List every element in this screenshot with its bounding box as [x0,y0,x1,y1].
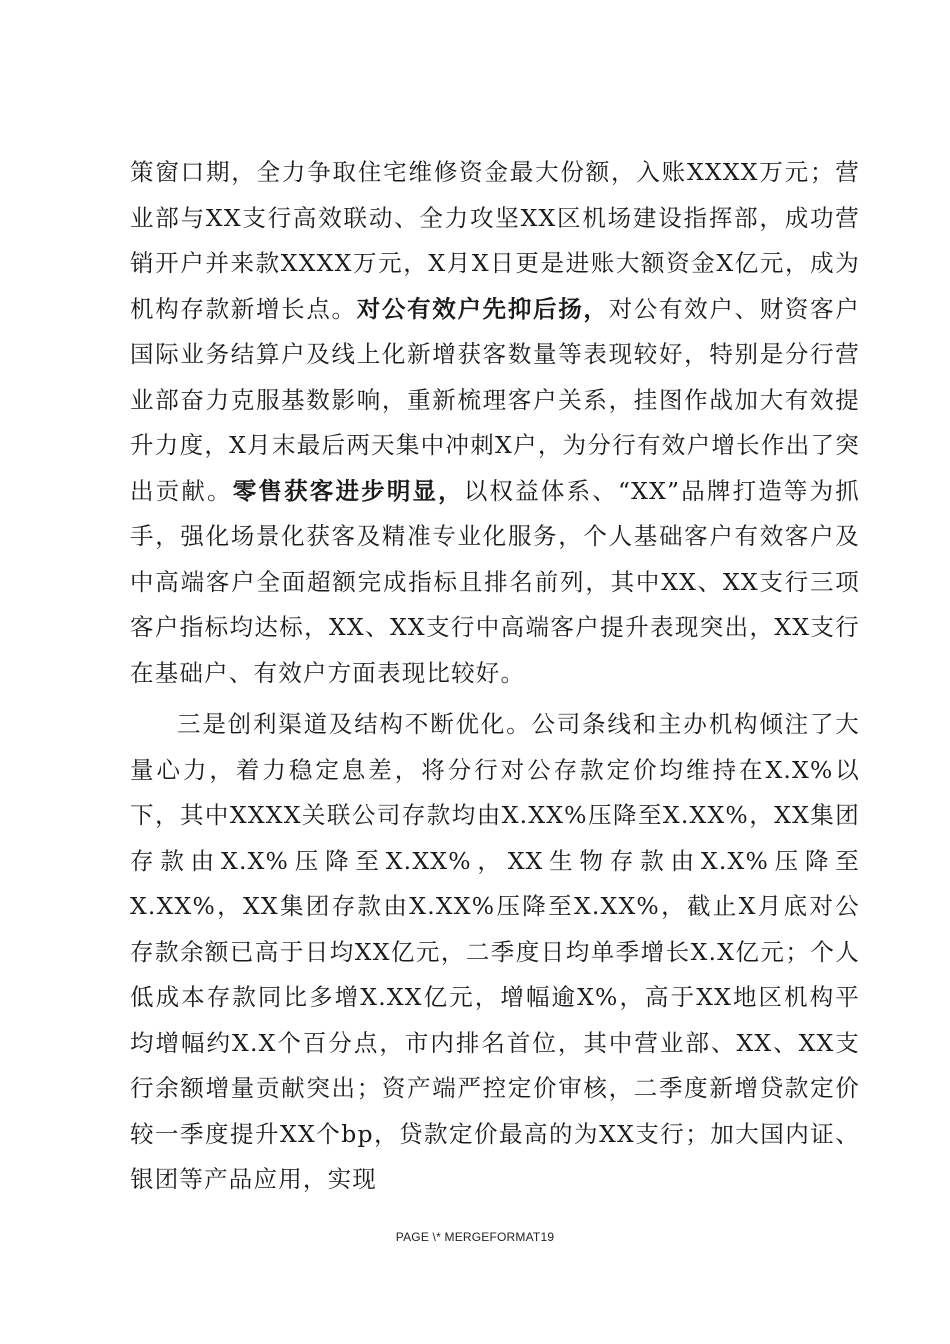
paragraph-text-segment: 策窗口期，全力争取住宅维修资金最大份额，入账XXXX万元；营业部与XX支行高效联动、全力攻坚XX区机场建设指挥部，成功营销开户并来款XXXX万元，X月X日更是进账大额资金X亿元，成为机构存款新增长点。 [130,158,860,323]
paragraph-text-segment: 对公有效户、财资客户国际业务结算户及线上化新增获客数量等表现较好，特别是分行营业部奋力克服基数影响，重新梳理客户关系，挂图作战加大有效提升力度，X月末最后两天集中冲刺X户，为分行有效户增长作出了突出贡献。 [130,294,860,505]
bold-heading-retail-acquisition: 零售获客进步明显， [232,476,464,505]
page-footer-field-code: PAGE \* MERGEFORMAT19 [395,1230,555,1244]
paragraph-customer-growth [130,150,860,696]
document-body [130,150,860,1203]
paragraph-text-segment: 以权益体系、“XX”品牌打造等为抓手，强化场景化获客及精准专业化服务，个人基础客户有效客户及中高端客户全面超额完成指标且排名前列，其中XX、XX支行三项客户指标均达标，XX、XX支行中高端客户提升表现突出，XX支行在基础户、有效户方面表现比较好。 [130,476,860,687]
paragraph-profit-channels: 三是创利渠道及结构不断优化。公司条线和主办机构倾注了大量心力，着力稳定息差，将分行对公存款定价均维持在X.X%以下，其中XXXX关联公司存款均由X.XX%压降至X.XX%，XX集团存款由X.X%压降至X.XX%，XX生物存款由X.X%压降至X.XX%，XX集团存款由X.XX%压降至X.XX%，截止X月底对公存款余额已高于日均XX亿元，二季度日均单季增长X.X亿元；个人低成本存款同比多增X.XX亿元，增幅逾X%，高于XX地区机构平均增幅约X.X个百分点，市内排名首位，其中营业部、XX、XX支行余额增量贡献突出；资产端严控定价审核，二季度新增贷款定价较一季度提升XX个bp，贷款定价最高的为XX支行；加大国内证、银团等产品应用，实现 [130,710,860,1193]
bold-heading-corporate-accounts: 对公有效户先抑后扬， [356,294,609,323]
